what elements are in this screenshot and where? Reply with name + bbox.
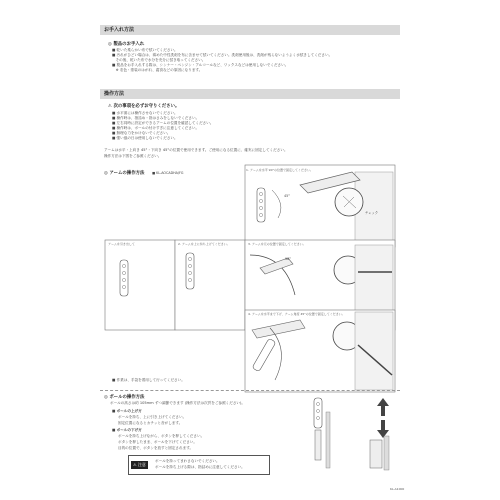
raise-title: ■ ポールの上げ方 — [112, 409, 142, 413]
note-line: ■ 強い風の日は使用しないでください。 — [112, 136, 178, 140]
raise-text: ポールを持ち、上に引き上げてください。 — [118, 415, 187, 419]
note-line: ■ 操作時は、ポールの付けすぎに注意してください。 — [112, 126, 200, 130]
step-label: 4. アームを水平まで下げ、アーム角度 45°の位置で固定してください。 — [248, 312, 345, 316]
angle-label: 45° — [284, 194, 290, 198]
warning-icon: ⚠ — [133, 462, 137, 467]
pole-holder — [257, 188, 265, 222]
lower-text: ボタンを押したまま、ポールを下げてください。 — [118, 440, 197, 444]
operation-paragraph: 操作方法は下図をご参照ください。 — [104, 154, 162, 158]
lower-title: ■ ポールの下げ方 — [112, 428, 142, 432]
caution-tag: ⚠ 注意 — [133, 462, 146, 467]
pole-header: ◎ ポールの操作方法 — [104, 395, 145, 400]
caution-box — [128, 455, 270, 475]
note-line: ■ 操作時は、指詰め・指はさみをしないでください。 — [112, 116, 200, 120]
section-title: 操作方法 — [104, 91, 125, 97]
pole-shaft — [315, 430, 321, 460]
arm-model: ■ KL-AOCADHA/FG — [152, 171, 184, 175]
pole-holder — [314, 398, 322, 428]
pole-rail — [384, 436, 389, 470]
care-line: ※ 変色・塗装のはがれ、腐食などの原因になります。 — [112, 68, 203, 72]
caution-text: ポールを持ってまわさないでください。 — [155, 459, 220, 463]
arrow-up-icon — [377, 398, 389, 416]
angle-label: 90° — [285, 257, 291, 261]
care-line: ■ 製品をお手入れする際は、シンナー・ベンジン・アルコールなど、ワックスなどは使用しないでください。 — [112, 63, 289, 67]
pole-shaft — [370, 440, 382, 468]
step-label: 3. アームを元の位置で固定してください。 — [248, 242, 306, 246]
section-header-care — [100, 25, 400, 35]
wall-bracket — [355, 312, 393, 390]
divider — [100, 390, 400, 391]
operation-paragraph: アームは水平・上向き 45°・下向き 45°の位置で使用できます。ご使用になる位置に、確実に固定してください。 — [104, 148, 288, 152]
pole-intro: ポールの高さは約 105mm ずつ調節できます (操作方法は次頁をご参照ください)。 — [110, 401, 246, 405]
step-label: アームを引き出して — [108, 242, 135, 246]
bottom-note: ■ 作業は、手袋を着用して行ってください。 — [112, 378, 185, 382]
note-line: ■ 水平面には操作させないでください。 — [112, 111, 178, 115]
panel-step-0 — [105, 240, 175, 330]
check-label: チェック — [365, 211, 379, 215]
care-subtitle: ◎ 製品のお手入れ — [108, 42, 145, 47]
raise-sub: 固定位置になるとカチッと音がします。 — [118, 421, 183, 425]
pole-holder — [186, 253, 194, 289]
page-code: KL-A1000 — [390, 487, 405, 491]
arm-operation-diagram — [100, 160, 400, 400]
step-label: 2. アームを上に持ち上げてください。 — [178, 242, 230, 246]
step-label: 1. アームを水平 90°の位置で固定してください。 — [246, 168, 313, 172]
care-lines — [112, 48, 402, 73]
warning-icon: ⚠ — [108, 104, 112, 109]
pole-diagram — [300, 392, 400, 474]
note-line: ■ 無理な力をかけないでください。 — [112, 131, 171, 135]
section-header-operation — [100, 89, 400, 99]
lower-text: ポールを持ち上げながら、ボタンを押してください。 — [118, 434, 205, 438]
care-line: ■ 汚れがひどい場合は、薄めた中性洗剤を布に含ませて拭いてください。洗剤使用後は、洗剤が残らないようよく水拭きしてください。 — [112, 53, 333, 57]
section-title: お手入れ方法 — [104, 27, 135, 33]
lower-text: 目的の位置で、ボタンを放すと固定されます。 — [118, 446, 194, 450]
panel-step-2 — [175, 240, 245, 330]
care-line: ■ 乾いた柔らかい布で拭いてください。 — [112, 48, 178, 52]
pole-holder — [120, 260, 128, 296]
care-line: その後、乾いた布で水分を充分に拭き取ってください。 — [112, 58, 206, 62]
warning-header: ⚠ 次の事項を必ずお守りください。 — [108, 104, 180, 109]
operation-notes — [112, 111, 213, 141]
note-line: ■ 左右同時に設定ができるアームの位置を確認してください。 — [112, 121, 214, 125]
pole-rail — [326, 412, 330, 468]
arrow-down-icon — [377, 420, 389, 438]
caution-text: ポールを持ち上げる際は、指詰めに注意してください。 — [155, 465, 245, 469]
arm-header: ◎ アームの操作方法 — [104, 171, 145, 176]
